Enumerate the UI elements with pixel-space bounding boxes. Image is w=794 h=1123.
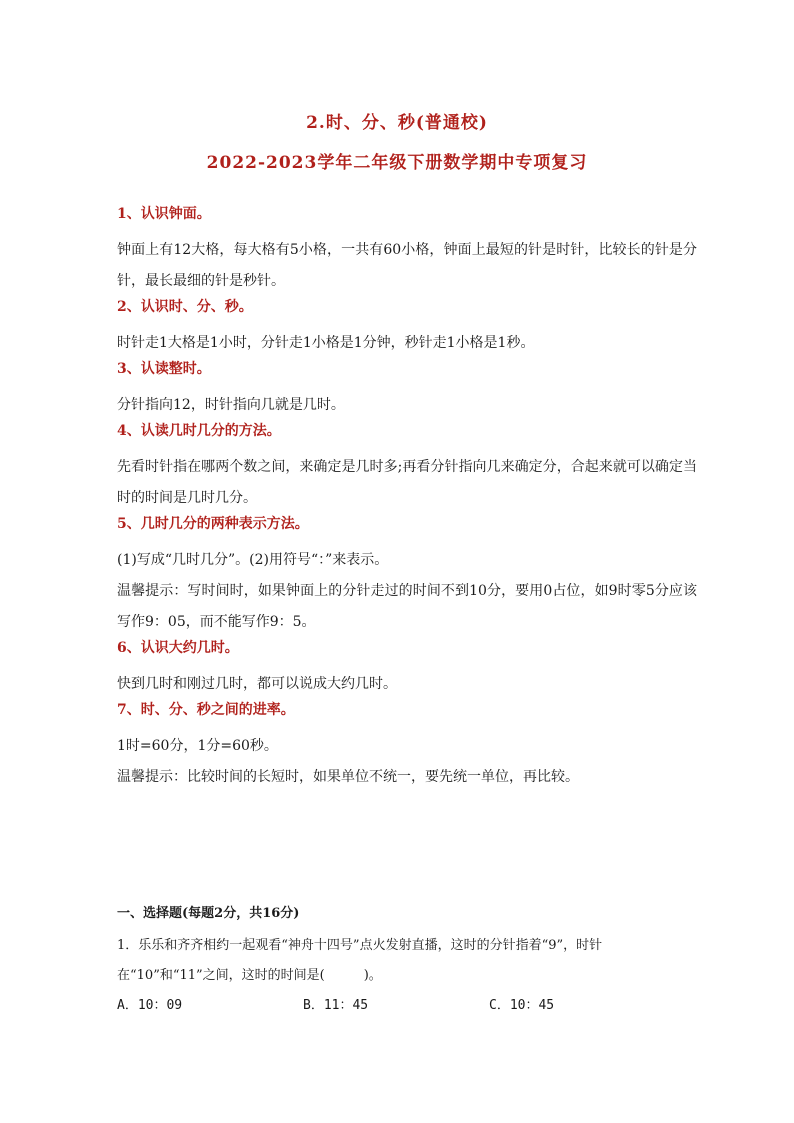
option-b: B．11：45 [303, 998, 369, 1013]
section-text: 先看时针指在哪两个数之间，来确定是几时多;再看分针指向几来确定分，合起来就可以确定当时的时间是几时几分。 [117, 459, 697, 506]
section-approximate-time [117, 638, 697, 700]
section-text: 分针指向12，时针指向几就是几时。 [117, 397, 345, 413]
section-text: (1)写成“几时几分”。(2)用符号“：”来表示。 [117, 552, 389, 568]
section-tip: 温馨提示：比较时间的长短时，如果单位不统一，要先统一单位，再比较。 [117, 769, 579, 785]
knowledge-summary [117, 204, 697, 793]
section-text: 1时=60分，1分=60秒。 [117, 738, 278, 754]
section-unit-conversion [117, 700, 697, 793]
exercise-section [117, 904, 697, 1021]
section-heading: 5、几时几分的两种表示方法。 [117, 516, 309, 532]
section-whole-hour [117, 359, 697, 421]
section-read-time-method [117, 421, 697, 514]
question-1-options [117, 991, 697, 1021]
section-clock-face [117, 204, 697, 297]
section-heading: 3、认读整时。 [117, 361, 211, 377]
exercise-heading: 一、选择题(每题2分，共16分) [117, 906, 300, 921]
option-c: C．10：45 [489, 998, 555, 1013]
question-1: 1．乐乐和齐齐相约一起观看“神舟十四号”点火发射直播，这时的分针指着“9”，时针在“10”和“11”之间，这时的时间是( )。 [117, 938, 603, 983]
section-text: 钟面上有12大格，每大格有5小格，一共有60小格，钟面上最短的针是时针，比较长的针是分针，最长最细的针是秒针。 [117, 242, 697, 289]
section-hour-minute-second [117, 297, 697, 359]
section-two-notations [117, 514, 697, 638]
section-heading: 1、认识钟面。 [117, 206, 211, 222]
section-text: 时针走1大格是1小时，分针走1小格是1分钟，秒针走1小格是1秒。 [117, 335, 535, 351]
document-title: 2.时、分、秒(普通校) [306, 113, 488, 133]
section-heading: 6、认识大约几时。 [117, 640, 239, 656]
section-heading: 4、认读几时几分的方法。 [117, 423, 281, 439]
section-text: 快到几时和刚过几时，都可以说成大约几时。 [117, 676, 397, 692]
section-heading: 7、时、分、秒之间的进率。 [117, 702, 295, 718]
option-a: A．10：09 [117, 998, 183, 1013]
section-heading: 2、认识时、分、秒。 [117, 299, 253, 315]
document-subtitle: 2022-2023学年二年级下册数学期中专项复习 [206, 153, 588, 173]
section-tip: 温馨提示：写时间时，如果钟面上的分针走过的时间不到10分，要用0占位，如9时零5分应该写作9：05，而不能写作9：5。 [117, 583, 697, 630]
